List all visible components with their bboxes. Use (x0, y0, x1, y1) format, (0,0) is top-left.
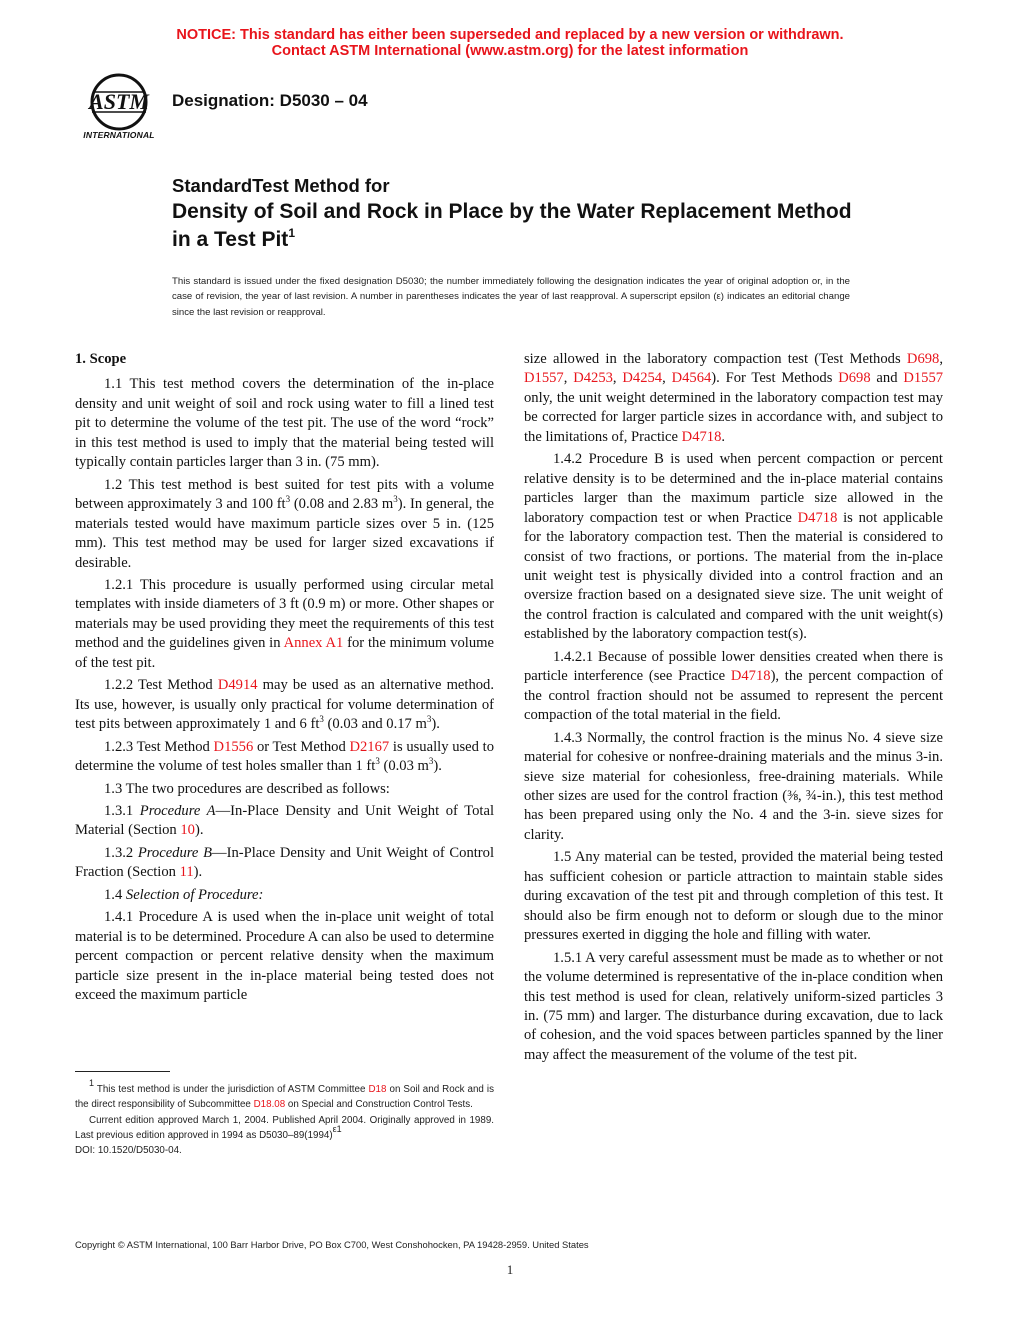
link-d2167[interactable]: D2167 (349, 738, 390, 755)
para-1-4-2: 1.4.2 Procedure B is used when percent compaction or percent relative density is to be determined and the in-place material contains particles larger than the maximum particle size allowed in the laboratory compaction test or when Practice D4718 is not applicable for the laboratory compaction test. Then the material is considered to consist of two fractions, or portions. The material from the in-place unit weight test is physically divided into a control fraction and an oversize fraction based on a designated sieve size. The unit weight of the control fraction is calculated and compared with the unit weight(s) established by the laboratory compaction test(s). (524, 451, 943, 643)
link-d1556[interactable]: D1556 (213, 738, 254, 755)
para-1-4: 1.4 Selection of Procedure: (104, 886, 264, 903)
para-1-2-3: 1.2.3 Test Method D1556 or Test Method D2167 is usually used to determine the volume of test holes smaller than 1 $ft^3$ (0.03 $m^3$). (75, 738, 494, 775)
para-1-2-1: 1.2.1 This procedure is usually performed using circular metal templates with inside diameters of 3 ft (0.9 m) or more. Other shapes or materials may be used providing they meet the requirements of this test method and the guidelines given in Annex A1 for the minimum volume of the test pit. (75, 576, 494, 671)
footnote-rule (75, 1071, 170, 1072)
link-d4718[interactable]: D4718 (681, 428, 722, 445)
link-d1557[interactable]: D1557 (524, 370, 564, 387)
link-d4253[interactable]: D4253 (573, 370, 613, 387)
link-section-10[interactable]: 10 (180, 822, 195, 839)
para-1-4-2-1: 1.4.2.1 Because of possible lower densities created when there is particle interference (see Practice D4718), the percent compaction of the control fraction should not be assumed to represent the percent compaction of the total material in the field. (524, 648, 943, 724)
para-1-3-2: 1.3.2 Procedure B—In-Place Density and Unit Weight of Control Fraction (Section 11). (75, 844, 495, 881)
astm-logo-icon (76, 72, 162, 144)
copyright: Copyright © ASTM International, 100 Barr Harbor Drive, PO Box C700, West Conshohocken, PA 19428-2959. United States (75, 1239, 589, 1250)
para-1-2: 1.2 This test method is best suited for test pits with a volume between approximately 3 and 100 $ft^3$ (0.08 and 2.83 $m^3$). In general, the materials tested would have maximum particle sizes over 5 in. (125 mm). This test method may be used for larger sized excavations if desirable. (75, 476, 494, 571)
link-d4564[interactable]: D4564 (671, 370, 712, 387)
footnote-edition: Current edition approved March 1, 2004. Published April 2004. Originally approved in 1989. Last previous edition approved in 1994 as $D5030-89(1994)^{\varepsilon 1}$ (75, 1114, 494, 1141)
section-heading-scope: 1. Scope (75, 351, 127, 367)
footnote (75, 1078, 494, 1158)
title-prefix: StandardTest Method for (172, 175, 390, 196)
footnote-1: $^1$ This test method is under the jurisdiction of ASTM Committee D18 on Soil and Rock and is the direct responsibility of Subcommittee D18.08 on Special and Construction Control Tests. (75, 1078, 494, 1111)
page-number: 1 (506, 1262, 514, 1277)
para-1-4-1-continued: size allowed in the laboratory compaction test (Test Methods D698, D1557, D4253, D4254, D4564). For Test Methods D698 and D1557 only, the unit weight determined in the laboratory compaction test may be corrected for larger particle sizes in accordance with, and subject to the limitations of, Practice D4718. (524, 351, 944, 445)
supersession-notice (0, 27, 1020, 59)
right-column (524, 350, 943, 1068)
link-d4718-b[interactable]: D4718 (797, 509, 838, 526)
title-block (172, 174, 872, 254)
footnote-doi: DOI: 10.1520/D5030-04. (75, 1145, 182, 1157)
para-1-4-3: 1.4.3 Normally, the control fraction is the minus No. 4 sieve size material for cohesive or nonfree-draining materials and the minus 3-in. sieve size material for cohesionless, free-draining materials. While other sizes are used for the control fraction (⅜, ¾-in.), this test method has been prepared using only the No. 4 and the 3-in. sieve sizes for clarity. (524, 729, 943, 843)
para-1-5-1: 1.5.1 A very careful assessment must be made as to whether or not the volume determined is representative of the in-place condition when this test method is used for clean, relatively uniform-sized particles 3 in. (75 mm) and larger. The disturbance during excavation, due to lack of cohesion, and the void spaces between particles spanned by the liner may affect the measurement of the volume of the test pit. (524, 949, 943, 1063)
link-d698[interactable]: D698 (906, 351, 940, 367)
para-1-5: 1.5 Any material can be tested, provided the material being tested has sufficient cohesion or particle attraction to maintain stable sides during excavation of the test pit and through completion of this test. It should also be firm enough not to deform or slough due to the minor pressures exerted in digging the hole and filling with water. (524, 849, 943, 944)
link-d4254[interactable]: D4254 (622, 370, 663, 387)
logo-wordmark: INTERNATIONAL (83, 130, 155, 140)
notice-line-1: NOTICE: This standard has either been superseded and replaced by a new version or withdrawn. (176, 27, 844, 43)
title-footnote-mark: 1 (288, 226, 295, 240)
link-d698-b[interactable]: D698 (838, 370, 871, 387)
link-subcommittee-d18-08[interactable]: D18.08 (253, 1099, 286, 1111)
issuance-note: This standard is issued under the fixed designation D5030; the number immediately following the designation indicates the year of original adoption or, in the case of revision, the year of last revision. A number in parentheses indicates the year of last reapproval. A superscript epsilon (ε) indicates an editorial change since the last revision or reapproval. (172, 276, 850, 318)
link-committee-d18[interactable]: D18 (368, 1084, 387, 1095)
notice-line-2: Contact ASTM International (www.astm.org) for the latest information (271, 43, 749, 59)
para-1-2-2: 1.2.2 Test Method D4914 may be used as an alternative method. Its use, however, is usually only practical for volume determination of test pits between approximately 1 and 6 $ft^3$ (0.03 and 0.17 $m^3$). (75, 677, 495, 733)
designation: Designation: D5030 – 04 (172, 91, 368, 110)
document-title (172, 198, 872, 254)
link-section-11[interactable]: 11 (179, 864, 194, 881)
para-1-3-1: 1.3.1 Procedure A—In-Place Density and Unit Weight of Total Material (Section 10). (75, 802, 494, 839)
link-d4914[interactable]: D4914 (217, 677, 258, 694)
link-d1557-b[interactable]: D1557 (903, 370, 944, 387)
para-1-3: 1.3 The two procedures are described as follows: (104, 780, 390, 797)
title-text: Density of Soil and Rock in Place by the Water Replacement Method in a Test Pit (172, 200, 852, 251)
left-column (75, 350, 494, 1009)
para-1-1: 1.1 This test method covers the determination of the in-place density and unit weight of soil and rock using water to fill a lined test pit to determine the volume of the test pit. The use of the word “rock” in this test method is used to imply that the material being tested will typically contain particles larger than 3 in. (75 mm). (75, 376, 494, 471)
link-annex-a1[interactable]: Annex A1 (283, 635, 344, 652)
astm-logo-graphic-icon (76, 72, 162, 132)
logo-letters: ASTM (89, 89, 149, 114)
link-d4718-c[interactable]: D4718 (730, 668, 771, 685)
para-1-4-1: 1.4.1 Procedure A is used when the in-place unit weight of total material is to be determined. Procedure A can also be used to determine percent compaction or percent relative density when the maximum particle size present in the in-place material being tested does not exceed the maximum particle (75, 909, 494, 1004)
